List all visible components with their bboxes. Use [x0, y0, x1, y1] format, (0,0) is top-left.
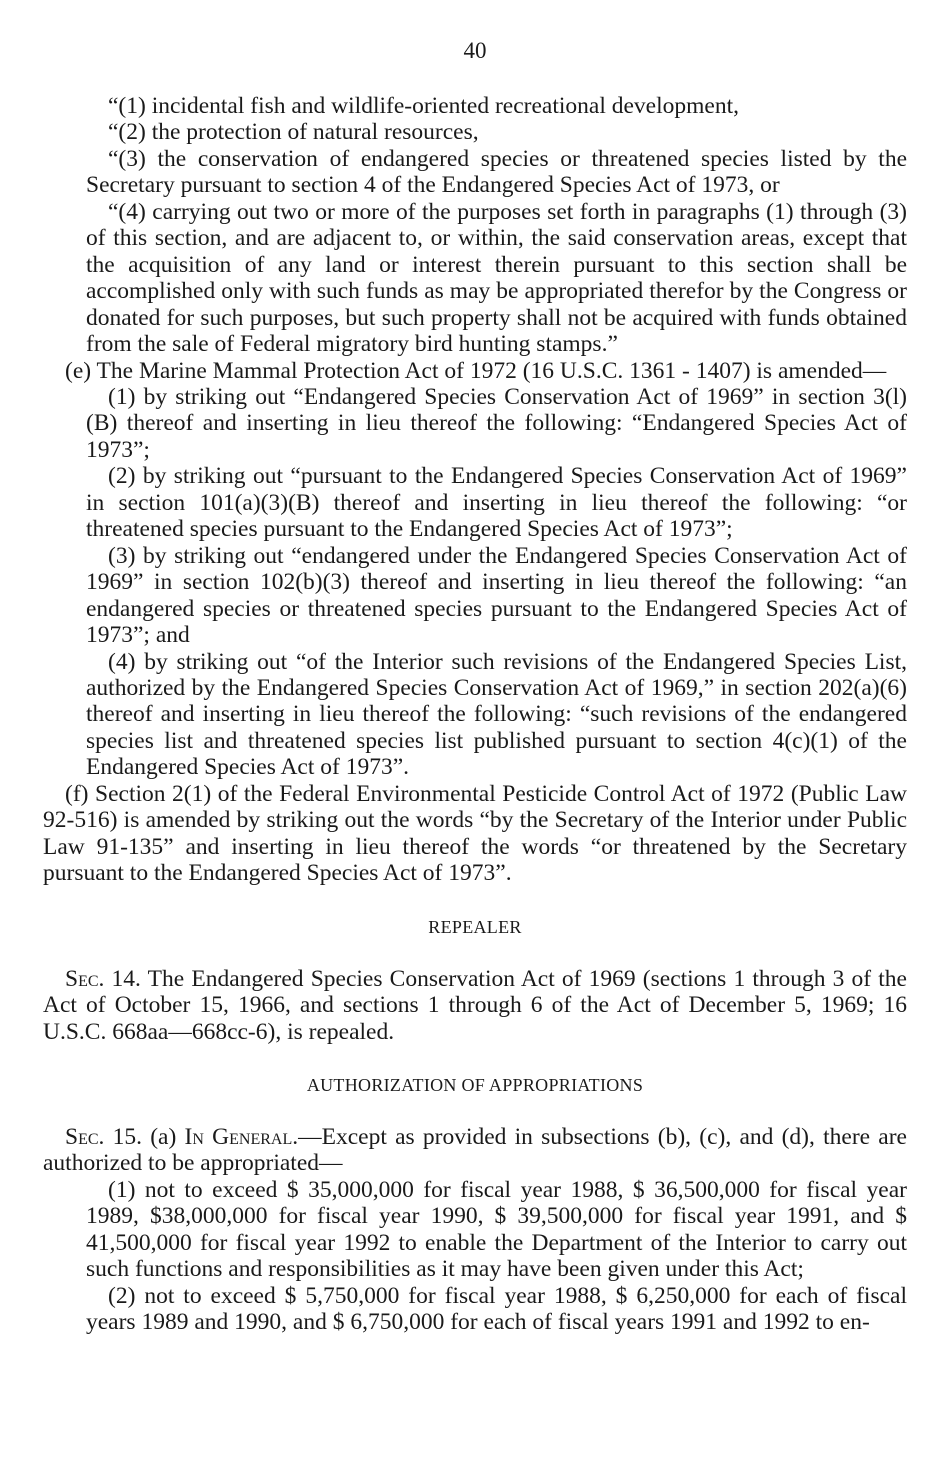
- paragraph-top-4: “(4) carrying out two or more of the purposes set forth in paragraphs (1) through (3) of this section, and are adjacent to, or within, the said conservation areas, except that the acquisition of any land or interest therein pursuant to this section shall be accomplished only with such funds as may be appropriated therefor by the Congress or donated for such purposes, but such property shall not be acquired with funds obtained from the sale of Federal migratory bird hunting stamps.”: [86, 198, 907, 358]
- subsection-f: (f) Section 2(1) of the Federal Environmental Pesticide Control Act of 1972 (Public Law 92-516) is amended by striking out the words “by the Secretary of the Interior under Public Law 91-135” and inserting in lieu thereof the words “or threatened by the Secretary pursuant to the Endangered Species Act of 1973”.: [43, 780, 907, 887]
- paragraph-top-3: “(3) the conservation of endangered species or threatened species listed by the Secretary pursuant to section 4 of the Endangered Species Act of 1973, or: [86, 145, 907, 199]
- appropriations-heading: AUTHORIZATION OF APPROPRIATIONS: [306, 1074, 644, 1095]
- in-general-label: In General: [184, 1123, 293, 1150]
- section-15-item-1: (1) not to exceed $ 35,000,000 for fiscal year 1988, $ 36,500,000 for fiscal year 1989, $38,000,000 for fiscal year 1990, $ 39,500,000 for fiscal year 1991, and $ 41,500,000 for fiscal year 1992 to enable the Department of the Interior to carry out such functions and responsibilities as it may have been given under this Act;: [86, 1176, 907, 1283]
- page-number: 40: [463, 38, 487, 63]
- section-15-intro: [43, 1124, 907, 1177]
- subsection-e-intro: (e) The Marine Mammal Protection Act of 1972 (16 U.S.C. 1361 - 1407) is amended—: [65, 357, 887, 384]
- spacer: [43, 940, 907, 966]
- subsection-e-item-2: (2) by striking out “pursuant to the Endangered Species Conservation Act of 1969” in section 101(a)(3)(B) thereof and inserting in lieu thereof the following: “or threatened species pursuant to the Endangered Species Act of 1973”;: [86, 463, 907, 543]
- section-14-text: . 14. The Endangered Species Conservation Act of 1969 (sections 1 through 3 of the Act of October 15, 1966, and sections 1 through 6 of the Act of December 5, 1969; 16 U.S.C. 668aa—668cc-6), is repealed.: [43, 965, 907, 1045]
- subsection-e-item-4: (4) by striking out “of the Interior such revisions of the Endangered Species List, authorized by the Endangered Species Conservation Act of 1969,” in section 202(a)(6) thereof and inserting in lieu thereof the following: “such revisions of the endangered species list and threatened species list published pursuant to section 4(c)(1) of the Endangered Species Act of 1973”.: [86, 648, 907, 781]
- statute-body: [43, 93, 907, 1336]
- subsection-e-item-3: (3) by striking out “endangered under the Endangered Species Conservation Act of 1969” in section 102(b)(3) thereof and inserting in lieu thereof the following: “an endangered species or threatened species pursuant to the Endangered Species Act of 1973”; and: [86, 542, 907, 649]
- section-14: [43, 966, 907, 1045]
- section-15-intro-text: .—Except as provided in subsections (b), (c), and (d), there are authorized to be appropriated—: [43, 1123, 907, 1177]
- paragraph-top-2: “(2) the protection of natural resources,: [108, 119, 479, 146]
- repealer-heading: REPEALER: [428, 916, 522, 937]
- section-15-number: . 15. (a): [98, 1123, 185, 1150]
- spacer: [43, 887, 907, 914]
- spacer: [43, 1098, 907, 1124]
- paragraph-top-1: “(1) incidental fish and wildlife-oriented recreational development,: [108, 93, 739, 119]
- section-15-item-2: (2) not to exceed $ 5,750,000 for fiscal year 1988, $ 6,250,000 for each of fiscal years 1989 and 1990, and $ 6,750,000 for each of fiscal years 1991 and 1992 to en-: [86, 1282, 907, 1336]
- subsection-e-item-1: (1) by striking out “Endangered Species Conservation Act of 1969” in section 3(l)(B) thereof and inserting in lieu thereof the following: “Endangered Species Act of 1973”;: [86, 383, 907, 463]
- spacer: [43, 1045, 907, 1072]
- sec-label: Sec: [65, 1123, 99, 1150]
- sec-label: Sec: [65, 965, 99, 992]
